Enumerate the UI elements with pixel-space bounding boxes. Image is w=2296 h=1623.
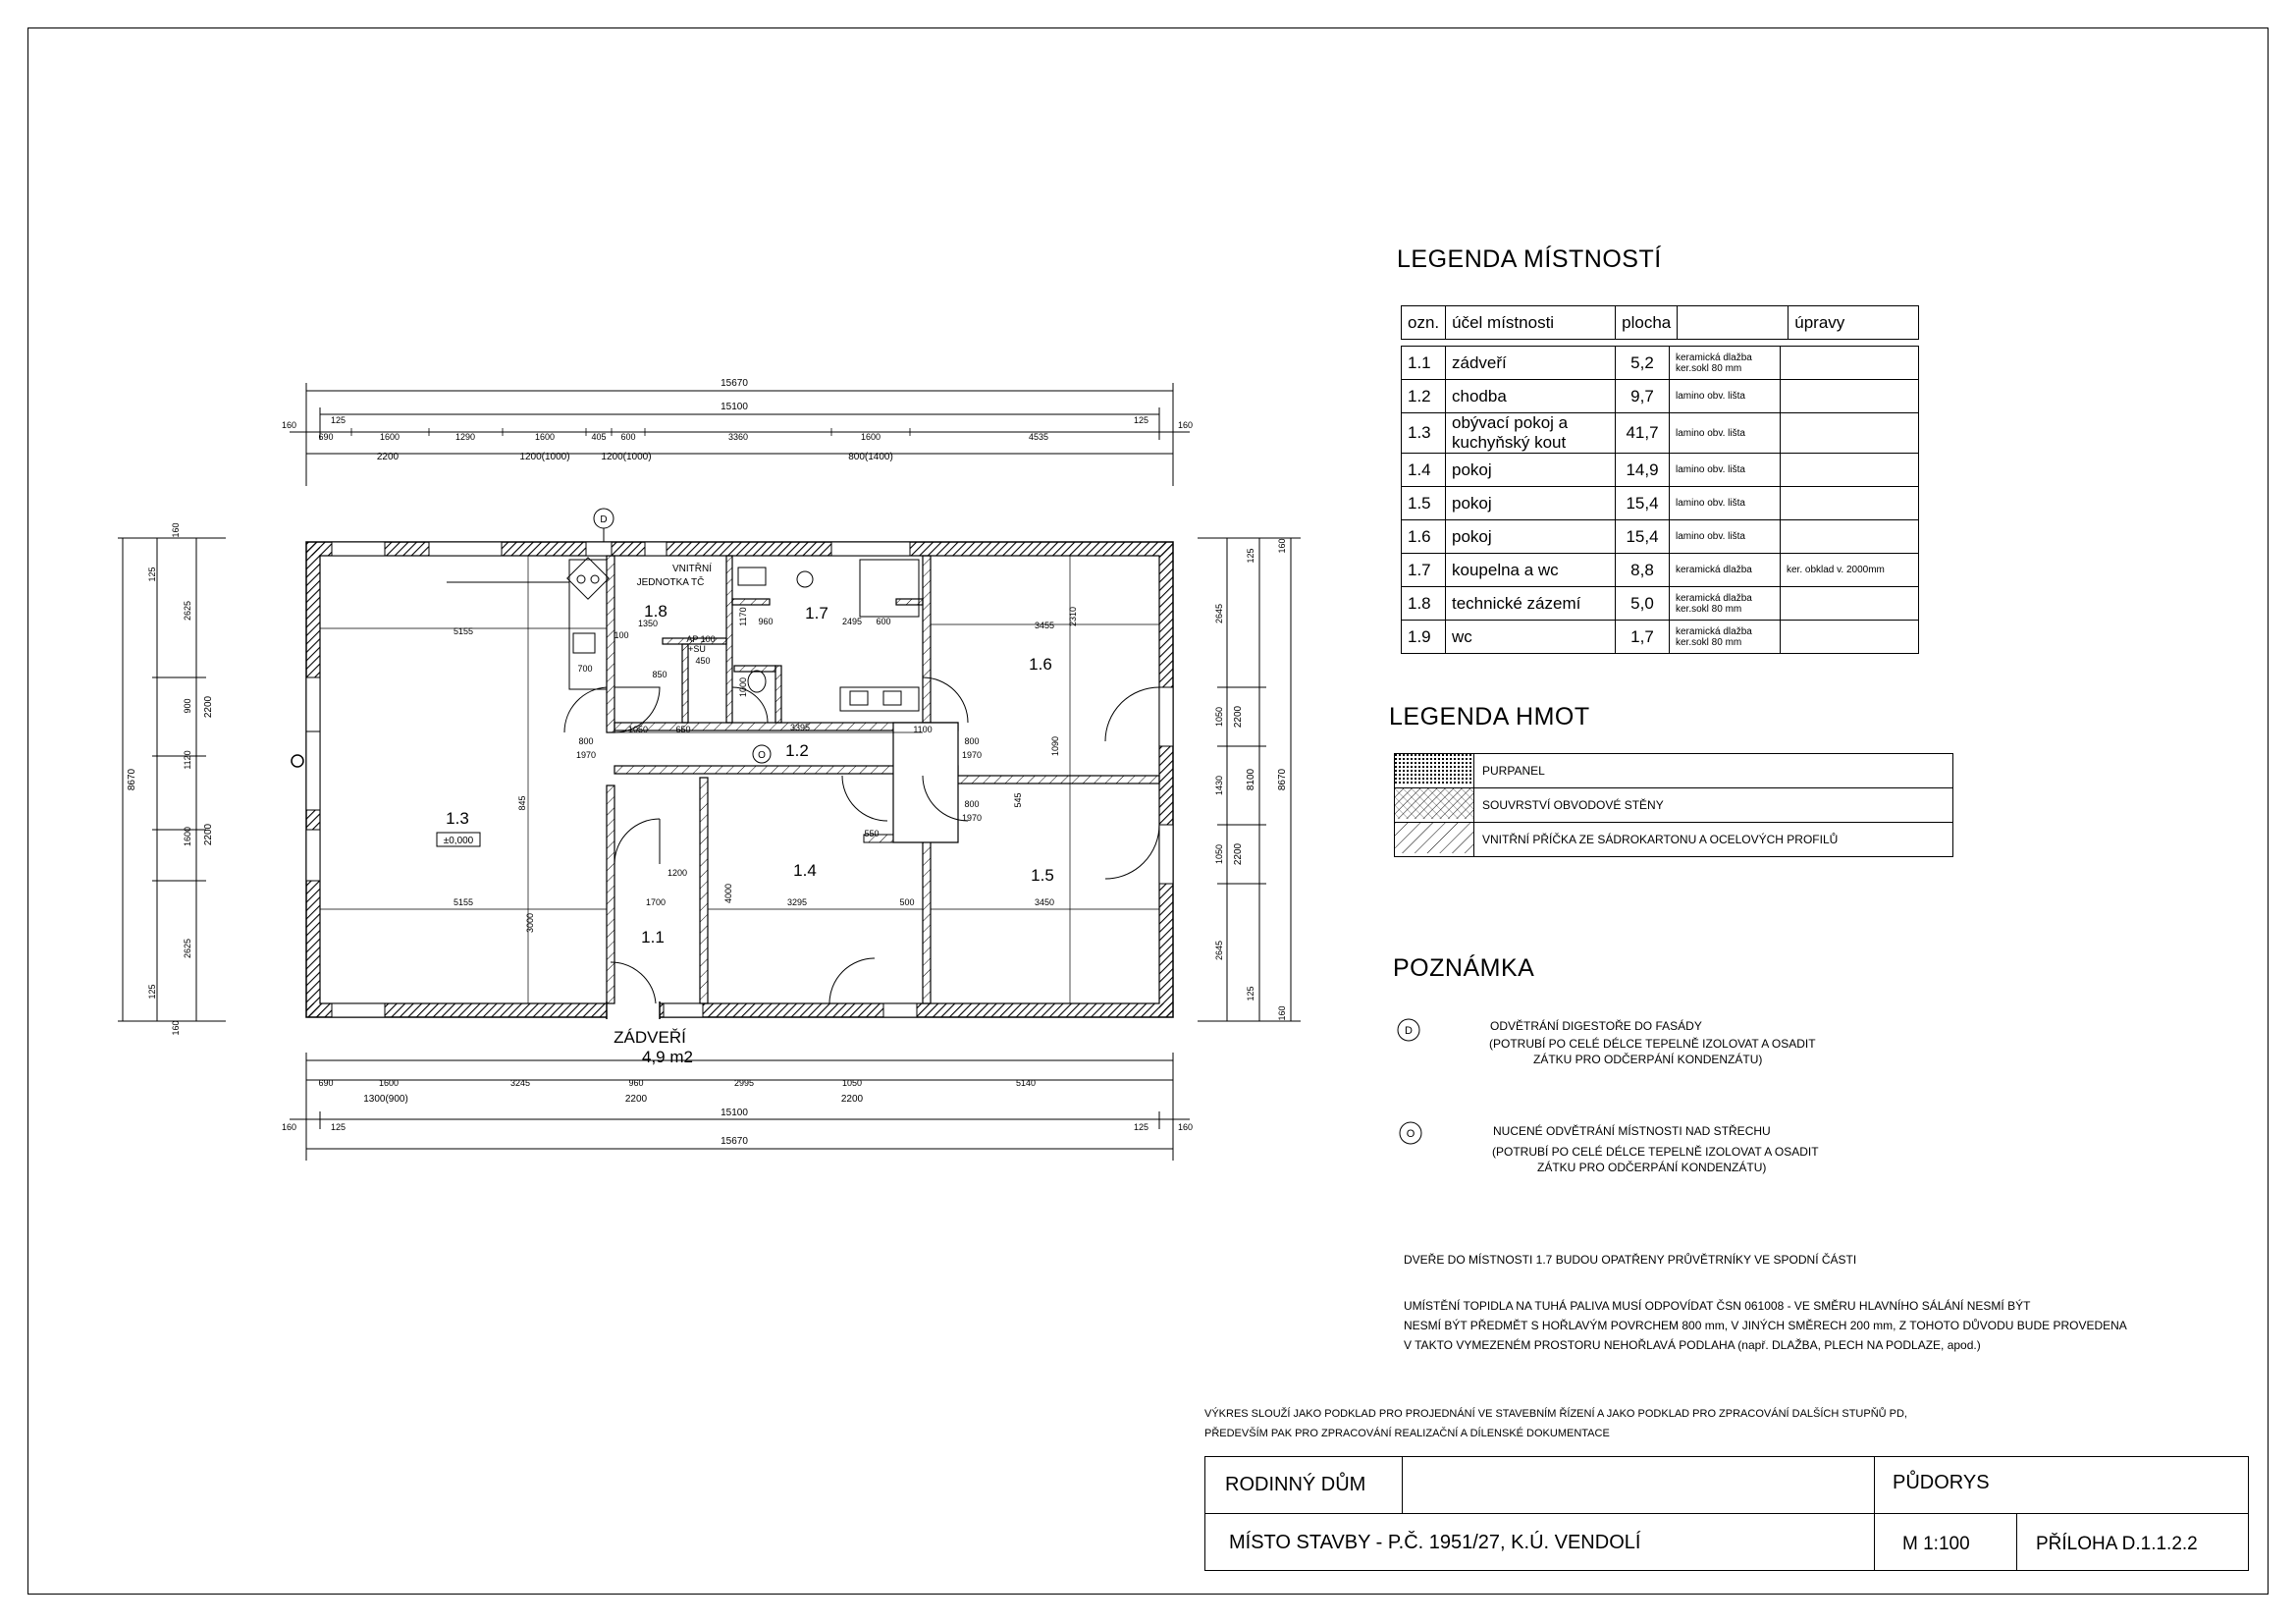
- dim-top-seg-5: 405: [591, 432, 607, 442]
- dim-inner-17: 800: [578, 736, 594, 746]
- dim-inner-25: 4000: [723, 883, 733, 904]
- dim-top-125-left: 125: [331, 415, 347, 425]
- room-id: 1.9: [1402, 621, 1446, 654]
- dim-bottom-seg-6: 1050: [841, 1078, 863, 1088]
- dim-inner-19: 800: [964, 736, 980, 746]
- room-legend-row: [1402, 380, 1919, 413]
- room-area: 9,7: [1616, 380, 1670, 413]
- title-scale: M 1:100: [1902, 1534, 1970, 1554]
- dim-bottom-seg-1: 690: [318, 1078, 334, 1088]
- room-floor: lamino obv. lišta: [1670, 380, 1781, 413]
- dim-left-seg-4: 900: [183, 698, 192, 714]
- room-id: 1.7: [1402, 554, 1446, 587]
- room-legend-row: [1402, 347, 1919, 380]
- dim-inner-16: 600: [876, 617, 891, 626]
- room-1-1-label: 1.1: [641, 928, 665, 947]
- room-floor: lamino obv. lišta: [1670, 520, 1781, 554]
- note-o-line-3: ZÁTKU PRO ODČERPÁNÍ KONDENZÁTU): [1537, 1161, 1767, 1174]
- dim-inner-15: 100: [614, 630, 629, 640]
- dim-inner-30: 500: [899, 897, 915, 907]
- dim-inner-14: 960: [758, 617, 774, 626]
- room-id: 1.5: [1402, 487, 1446, 520]
- dim-right-seg-8: 125: [1246, 986, 1255, 1001]
- material-partition: VNITŘNÍ PŘÍČKA ZE SÁDROKARTONU A OCELOVÝCH PROFILŮ: [1474, 823, 1953, 857]
- room-legend-row: [1402, 621, 1919, 654]
- dim-left-opening-1: 2200: [203, 695, 214, 719]
- dim-bottom-edge-right: 160: [1178, 1122, 1194, 1132]
- title-site: MÍSTO STAVBY - P.Č. 1951/27, K.Ú. VENDOLÍ: [1229, 1532, 1641, 1553]
- dim-top-seg-8: 1600: [860, 432, 881, 442]
- room-area: 5,0: [1616, 587, 1670, 621]
- dim-left-seg-8: 125: [147, 984, 157, 1000]
- dim-right-seg-7: 2645: [1214, 940, 1224, 961]
- room-1-4-label: 1.4: [793, 861, 817, 880]
- vent-marker-o-label: O: [758, 750, 766, 761]
- room-id: 1.2: [1402, 380, 1446, 413]
- bottom-segment-labels: [318, 1078, 1036, 1105]
- dim-inner-13: 650: [675, 725, 691, 734]
- dim-bottom-seg-2: 1600: [378, 1078, 400, 1088]
- dim-inner-28: 545: [1013, 792, 1023, 808]
- dim-top-edge-right: 160: [1178, 420, 1194, 430]
- room-legend-row: [1402, 454, 1919, 487]
- dim-bottom-seg-3: 3245: [509, 1078, 531, 1088]
- room-note: [1781, 413, 1919, 454]
- note-purpose-1: VÝKRES SLOUŽÍ JAKO PODKLAD PRO PROJEDNÁNÍ VE STAVEBNÍM ŘÍZENÍ A JAKO PODKLAD PRO ZPRACOVÁNÍ DALŠÍCH STUPŇŮ PD,: [1204, 1408, 1907, 1420]
- dim-right-seg-3: 2645: [1214, 603, 1224, 624]
- dim-left-seg-5: 1120: [183, 750, 192, 770]
- dim-top-125-right: 125: [1133, 415, 1148, 425]
- dim-inner-36: AP 100: [686, 634, 716, 644]
- dim-inner-18: 1970: [575, 750, 597, 760]
- material-legend-table: [1394, 753, 1953, 857]
- dim-right-inner: 8100: [1246, 768, 1256, 791]
- room-name: zádveří: [1446, 347, 1616, 380]
- entry-area: 4,9 m2: [642, 1048, 693, 1066]
- dim-bottom-125-right: 125: [1133, 1122, 1148, 1132]
- dim-right-overall: 8670: [1277, 768, 1288, 791]
- dim-top-edge-left: 160: [281, 420, 296, 430]
- dim-bottom-seg-5: 2995: [733, 1078, 755, 1088]
- room-legend-row: [1402, 520, 1919, 554]
- room-area: 5,2: [1616, 347, 1670, 380]
- note-stove-1: UMÍSTĚNÍ TOPIDLA NA TUHÁ PALIVA MUSÍ ODPOVÍDAT ČSN 061008 - VE SMĚRU HLAVNÍHO SÁLÁNÍ NESMÍ BÝT: [1404, 1299, 2031, 1313]
- note-stove-3: V TAKTO VYMEZENÉM PROSTORU NEHOŘLAVÁ PODLAHA (např. DLAŽBA, PLECH NA PODLAZE, apod.): [1404, 1338, 1981, 1352]
- room-floor: lamino obv. lišta: [1670, 413, 1781, 454]
- note-o-line-2: (POTRUBÍ PO CELÉ DÉLCE TEPELNĚ IZOLOVAT A OSADIT: [1492, 1145, 1819, 1159]
- dim-top-seg-3: 1290: [454, 432, 476, 442]
- room-name: pokoj: [1446, 487, 1616, 520]
- dim-right-seg-6: 1050: [1214, 843, 1224, 865]
- dim-bottom-opening-1: 1300(900): [363, 1094, 408, 1105]
- room-area: 15,4: [1616, 487, 1670, 520]
- note-d-symbol: [1394, 1015, 1423, 1045]
- dim-top-opening-1: 2200: [376, 452, 400, 462]
- utility-label-1: VNITŘNÍ: [672, 564, 712, 574]
- dim-inner-10: 1050: [627, 725, 649, 734]
- dim-inner-26: 1090: [1050, 735, 1060, 757]
- dim-bottom-seg-4: 960: [628, 1078, 644, 1088]
- dim-bottom-opening-2: 2200: [624, 1094, 648, 1105]
- dim-inner-12: 850: [652, 670, 667, 679]
- room-id: 1.1: [1402, 347, 1446, 380]
- dim-right-opening-1: 2200: [1233, 705, 1244, 729]
- dim-top-opening-4: 800(1400): [848, 452, 893, 462]
- room-name: koupelna a wc: [1446, 554, 1616, 587]
- dim-left-overall: 8670: [127, 768, 137, 791]
- room-note: [1781, 621, 1919, 654]
- room-1-3-label: 1.3: [446, 809, 469, 828]
- level-marker: ±0,000: [443, 836, 474, 846]
- dim-inner-34: 1200: [667, 868, 688, 878]
- dim-top-overall: 15670: [721, 378, 748, 389]
- dim-inner-2: 5155: [453, 897, 474, 907]
- room-legend-header: [1401, 305, 1919, 340]
- dim-inner-1: 5155: [453, 626, 474, 636]
- room-1-5-label: 1.5: [1031, 866, 1054, 885]
- top-segment-labels: [318, 432, 1048, 462]
- room-1-6-label: 1.6: [1029, 655, 1052, 674]
- room-note: [1781, 520, 1919, 554]
- dim-top-seg-2: 1600: [379, 432, 400, 442]
- room-legend-table: [1401, 346, 1919, 654]
- vent-marker-d-label: D: [600, 514, 608, 525]
- dim-inner-31: 450: [695, 656, 711, 666]
- room-legend-row: [1402, 413, 1919, 454]
- room-legend-row: [1402, 487, 1919, 520]
- room-id: 1.8: [1402, 587, 1446, 621]
- header-ozn: ozn.: [1402, 306, 1446, 340]
- note-purpose-2: PŘEDEVŠÍM PAK PRO ZPRACOVÁNÍ REALIZAČNÍ A DÍLENSKÉ DOKUMENTACE: [1204, 1428, 1610, 1439]
- room-note: [1781, 587, 1919, 621]
- svg-text:O: O: [1406, 1128, 1415, 1140]
- room-1-7-label: 1.7: [805, 604, 828, 622]
- room-floor: keramická dlažba ker.sokl 80 mm: [1670, 621, 1781, 654]
- purpanel-swatch: [1395, 754, 1474, 788]
- wall-swatch: [1395, 788, 1474, 823]
- header-blank: [1678, 306, 1789, 340]
- material-row-wall: [1395, 788, 1953, 823]
- dim-inner-8: 1700: [645, 897, 667, 907]
- dim-left-seg-7: 2625: [183, 938, 192, 959]
- external-unit-icon: [292, 755, 303, 767]
- room-floor: keramická dlažba ker.sokl 80 mm: [1670, 347, 1781, 380]
- title-block: [1204, 1456, 2249, 1571]
- dim-inner-6: 3395: [789, 723, 811, 732]
- material-legend-title: LEGENDA HMOT: [1389, 703, 1590, 730]
- dim-bottom-edge-left: 160: [281, 1122, 296, 1132]
- room-legend-row: [1402, 587, 1919, 621]
- room-note: [1781, 380, 1919, 413]
- note-d-line-2: (POTRUBÍ PO CELÉ DÉLCE TEPELNĚ IZOLOVAT A OSADIT: [1489, 1037, 1816, 1051]
- room-name: technické zázemí: [1446, 587, 1616, 621]
- room-floor: keramická dlažba: [1670, 554, 1781, 587]
- room-legend-row: [1402, 554, 1919, 587]
- header-purpose: účel místnosti: [1446, 306, 1616, 340]
- dim-inner-23: 2310: [1068, 606, 1078, 627]
- dim-top-seg-1: 690: [318, 432, 334, 442]
- note-d-line-1: ODVĚTRÁNÍ DIGESTOŘE DO FASÁDY: [1490, 1019, 1702, 1033]
- dim-inner-21: 800: [964, 799, 980, 809]
- svg-text:D: D: [1405, 1025, 1413, 1037]
- dim-top-seg-6: 600: [620, 432, 636, 442]
- room-note: ker. obklad v. 2000mm: [1781, 554, 1919, 587]
- dim-inner-29: 550: [864, 829, 880, 839]
- note-door: DVEŘE DO MÍSTNOSTI 1.7 BUDOU OPATŘENY PRŮVĚTRNÍKY VE SPODNÍ ČÁSTI: [1404, 1253, 1857, 1267]
- dim-top-seg-7: 3360: [727, 432, 749, 442]
- dim-top-seg-9: 4535: [1028, 432, 1049, 442]
- material-exterior-wall: SOUVRSTVÍ OBVODOVÉ STĚNY: [1474, 788, 1953, 823]
- dim-left-seg-2: 125: [147, 567, 157, 582]
- note-d-line-3: ZÁTKU PRO ODČERPÁNÍ KONDENZÁTU): [1533, 1053, 1763, 1066]
- dim-bottom-opening-3: 2200: [840, 1094, 864, 1105]
- room-floor: keramická dlažba ker.sokl 80 mm: [1670, 587, 1781, 621]
- dim-left-seg-1: 160: [171, 522, 181, 538]
- dim-right-seg-2: 125: [1246, 548, 1255, 564]
- dim-top-inner: 15100: [721, 402, 748, 412]
- dim-inner-37: +SU: [688, 644, 706, 654]
- room-id: 1.4: [1402, 454, 1446, 487]
- bathroom-fixtures: [738, 560, 919, 711]
- dim-right-opening-2: 2200: [1233, 842, 1244, 866]
- utility-label-2: JEDNOTKA TČ: [636, 577, 705, 588]
- room-name: wc: [1446, 621, 1616, 654]
- dim-inner-32: 1000: [738, 676, 748, 698]
- room-note: [1781, 454, 1919, 487]
- partition-swatch: [1395, 823, 1474, 857]
- dim-inner-20: 1970: [961, 750, 983, 760]
- room-area: 1,7: [1616, 621, 1670, 654]
- room-area: 41,7: [1616, 413, 1670, 454]
- dim-top-opening-3: 1200(1000): [601, 452, 652, 462]
- dim-right-seg-4: 1050: [1214, 706, 1224, 728]
- dim-left-opening-2: 2200: [203, 823, 214, 846]
- dim-right-seg-9: 160: [1277, 1005, 1287, 1021]
- room-1-8-label: 1.8: [644, 602, 667, 621]
- note-o-line-1: NUCENÉ ODVĚTRÁNÍ MÍSTNOSTI NAD STŘECHU: [1493, 1124, 1771, 1138]
- title-sheet: PŘÍLOHA D.1.1.2.2: [2036, 1534, 2198, 1554]
- entrance-door-gap: [607, 1001, 660, 1019]
- header-finish: úpravy: [1789, 306, 1919, 340]
- entry-label: ZÁDVEŘÍ: [614, 1028, 686, 1047]
- note-stove-2: NESMÍ BÝT PŘEDMĚT S HOŘLAVÝM POVRCHEM 800 mm, V JINÝCH SMĚRECH 200 mm, Z TOHOTO DŮVODU BUDE PROVEDENA: [1404, 1319, 2127, 1332]
- dim-top-opening-2: 1200(1000): [519, 452, 570, 462]
- title-project: RODINNÝ DŮM: [1225, 1474, 1366, 1495]
- dim-inner-11: 1100: [913, 725, 933, 734]
- room-note: [1781, 347, 1919, 380]
- dim-inner-3: 3455: [1034, 621, 1055, 630]
- dim-right-seg-1: 160: [1277, 538, 1287, 554]
- header-area: plocha: [1616, 306, 1678, 340]
- dim-inner-5: 3295: [786, 897, 808, 907]
- dim-bottom-seg-7: 5140: [1015, 1078, 1037, 1088]
- dim-left-seg-6: 1600: [183, 826, 192, 847]
- title-drawing: PŮDORYS: [1893, 1472, 1990, 1493]
- material-row-purpanel: [1395, 754, 1953, 788]
- dim-top-seg-4: 1600: [534, 432, 556, 442]
- room-area: 8,8: [1616, 554, 1670, 587]
- dim-inner-9: 1350: [637, 619, 659, 628]
- dim-inner-7: 2495: [841, 617, 863, 626]
- dim-left-seg-3: 2625: [183, 600, 192, 622]
- room-name: pokoj: [1446, 454, 1616, 487]
- material-row-partition: [1395, 823, 1953, 857]
- notes-title: POZNÁMKA: [1393, 954, 1535, 982]
- room-area: 15,4: [1616, 520, 1670, 554]
- note-o-symbol: [1396, 1118, 1425, 1148]
- dim-inner-22: 1970: [961, 813, 983, 823]
- room-name: obývací pokoj a kuchyňský kout: [1446, 413, 1616, 454]
- room-id: 1.6: [1402, 520, 1446, 554]
- room-floor: lamino obv. lišta: [1670, 487, 1781, 520]
- room-floor: lamino obv. lišta: [1670, 454, 1781, 487]
- hallway-recess: [893, 723, 958, 842]
- room-id: 1.3: [1402, 413, 1446, 454]
- room-name: pokoj: [1446, 520, 1616, 554]
- dim-inner-35: 700: [577, 664, 593, 674]
- room-area: 14,9: [1616, 454, 1670, 487]
- dim-right-seg-5: 1430: [1214, 775, 1224, 796]
- dim-bottom-125-left: 125: [331, 1122, 347, 1132]
- room-1-2-label: 1.2: [785, 741, 809, 760]
- room-note: [1781, 487, 1919, 520]
- dim-inner-24: 3000: [525, 912, 535, 934]
- room-legend-title: LEGENDA MÍSTNOSTÍ: [1397, 245, 1662, 273]
- dim-bottom-overall: 15670: [721, 1136, 748, 1147]
- dim-inner-27: 845: [517, 795, 527, 811]
- dim-inner-4: 3450: [1034, 897, 1055, 907]
- dim-inner-33: 1170: [738, 607, 748, 626]
- room-name: chodba: [1446, 380, 1616, 413]
- floor-plan: [0, 0, 1374, 1237]
- dim-left-seg-9: 160: [171, 1020, 181, 1036]
- dim-bottom-inner: 15100: [721, 1108, 748, 1118]
- material-purpanel: PURPANEL: [1474, 754, 1953, 788]
